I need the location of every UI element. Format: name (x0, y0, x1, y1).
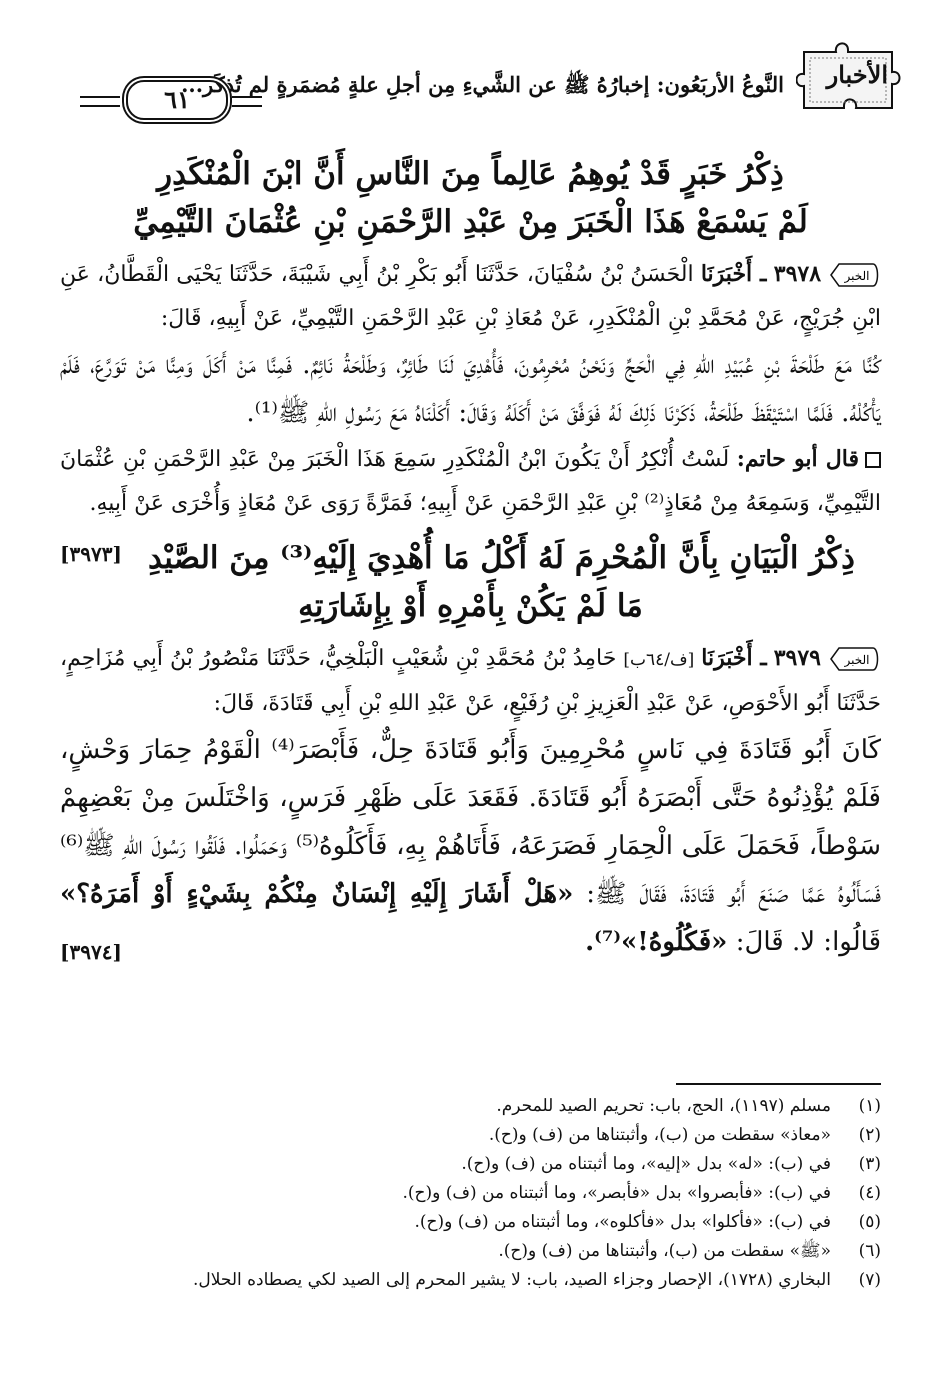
footnote (60, 1208, 881, 1237)
section-heading-1 (60, 150, 881, 246)
footnotes (60, 1092, 881, 1295)
hadith-reference: [٣٩٧٤] (60, 940, 122, 964)
footnote-text: في (ب): «فأكلوا» بدل «فأكلوه»، وما أثبتناه من (ف) و(ح). (414, 1212, 831, 1232)
footnote-number: (٢) (858, 1125, 881, 1145)
prophetic-question: «هَلْ أَشَارَ إِلَيْهِ إِنْسَانٌ مِنْكُمْ بِشَيْءٍ أَوْ أَمَرَهُ؟» (60, 879, 574, 909)
khabar-tag-icon (829, 261, 881, 289)
footnote-number: (٧) (858, 1270, 881, 1290)
footnote-number: (٣) (858, 1154, 881, 1174)
page-number-frame (80, 80, 270, 120)
footnote-separator (676, 1083, 881, 1085)
hadith-number: ٣٩٧٩ (773, 645, 821, 671)
hadith-3978-isnad (60, 252, 881, 341)
khabar-tag-label: الخبر (844, 653, 870, 667)
header-rule-right (232, 96, 262, 107)
footnote (60, 1150, 881, 1179)
header-rule-left (80, 96, 120, 107)
isnad-text: الْحَسَنُ بْنُ سُفْيَانَ، حَدَّثَنَا أَبُو بَكْرِ بْنُ أَبِي شَيْبَةَ، حَدَّثَنَا يَحْيَى الْقَطَّانُ، عَنِ ابْنِ جُرَيْجٍ، عَنْ مُحَمَّدِ بْنِ الْمُنْكَدِرِ، عَنْ مُعَاذِ بْنِ عَبْدِ الرَّحْمَنِ التَّيْمِيِّ، عَنْ أَبِيهِ، قَالَ: (60, 262, 881, 331)
running-title: النَّوعُ الأربَعُون: إخبارُهُ ﷺ عن الشَّيءِ مِن أجلِ علةٍ مُضمَرةٍ لم تُذكَر... (181, 72, 784, 97)
footnote-text: «معاذ» سقطت من (ب)، وأثبتناها من (ف) و(ح). (488, 1125, 831, 1145)
hadith-3979-isnad (60, 636, 881, 726)
footnote-number: (١) (858, 1096, 881, 1116)
akhbarana-label: ـ أَخْبَرَنَا (700, 261, 767, 287)
footnote (60, 1121, 881, 1150)
hadith-reference: [٣٩٧٣] (60, 542, 122, 566)
footnote-number: (٦) (858, 1241, 881, 1261)
footnote-number: (٤) (858, 1183, 881, 1203)
khabar-tag-icon (829, 645, 881, 673)
khabar-tag-label: الخبر (844, 269, 870, 283)
footnote-text: في (ب): «له» بدل «إليه»، وما أثبتناه من (ف) و(ح). (461, 1154, 831, 1174)
heading-line: ذِكْرُ خَبَرٍ قَدْ يُوهِمُ عَالِماً مِنَ النَّاسِ أَنَّ ابْنَ الْمُنْكَدِرِ (157, 156, 784, 192)
footnote-number: (٥) (858, 1212, 881, 1232)
khabar-tag-shape (829, 261, 881, 289)
prophetic-answer: «فَكُلُوهُ!»⁽⁷⁾. (585, 927, 728, 957)
folio-marker: [ف/٦٤ب] (623, 650, 695, 670)
isnad-text: حَامِدُ بْنُ مُحَمَّدِ بْنِ شُعَيْبٍ الْبَلْخِيُّ، حَدَّثَنَا مَنْصُورُ بْنُ أَبِي مُزَاحِمٍ، حَدَّثَنَا أَبُو الأَحْوَصِ، عَنْ عَبْدِ الْعَزِيزِ بْنِ رُفَيْعٍ، عَنْ عَبْدِ اللهِ بْنِ أَبِي قَتَادَةَ، قَالَ: (60, 646, 881, 716)
answer-intro: قَالُوا: لا. قَالَ: (735, 927, 881, 957)
hadith-3978-matn: كُنَّا مَعَ طَلْحَةَ بْنِ عُبَيْدِ اللهِ فِي الْحَجِّ وَنَحْنُ مُحْرِمُونَ، فَأُهْدِيَ لَنَا طَائِرٌ، وَطَلْحَةُ نَائِمٌ. فَمِنَّا مَنْ أَكَلَ وَمِنَّا مَنْ تَوَرَّعَ، فَلَمْ يَأْكُلْهُ. فَلَمَّا اسْتَيْقَظَ طَلْحَةُ، ذَكَرْنَا ذَلِكَ لَهُ فَوَفَّقَ مَنْ أَكَلَهُ وَقَالَ: أَكَلْنَاهُ مَعَ رَسُولِ اللهِ ﷺ⁽¹⁾. (60, 350, 881, 428)
footnote-text: مسلم (١١٩٧)، الحج، باب: تحريم الصيد للمحرم. (496, 1096, 831, 1116)
footnote-text: «ﷺ» سقطت من (ب)، وأثبتناها من (ف) و(ح). (498, 1241, 831, 1261)
abu-hatim-label: قال أبو حاتم: (736, 446, 860, 472)
hadith-number: ٣٩٧٨ (773, 261, 822, 287)
footnote (60, 1237, 881, 1266)
square-bullet-icon (865, 452, 881, 468)
matn-text: كَانَ أَبُو قَتَادَةَ فِي نَاسٍ مُحْرِمِينَ وَأَبُو قَتَادَةَ حِلٌّ، فَأَبْصَرَ⁽⁴⁾ الْقَوْمُ حِمَارَ وَحْشٍ، فَلَمْ يُؤْذِنُوهُ حَتَّى أَبْصَرَهُ أَبُو قَتَادَةَ. فَقَعَدَ عَلَى ظَهْرِ فَرَسٍ، وَاخْتَلَسَ مِنْ بَعْضِهِمْ سَوْطاً، فَحَمَلَ عَلَى الْحِمَارِ فَصَرَعَهُ، فَأَتَاهُمْ بِهِ، فَأَكَلُوهُ⁽⁵⁾ وَحَمَلُوا. فَلَقُوا رَسُولَ اللهِ ﷺ⁽⁶⁾ فَسَأَلُوهُ عَمَّا صَنَعَ أَبُو قَتَادَةَ، فَقَالَ ﷺ: (60, 735, 882, 909)
heading-line: مَا لَمْ يَكُنْ بِأَمْرِهِ أَوْ بِإِشَارَتِهِ (298, 588, 643, 624)
heading-line: لَمْ يَسْمَعْ هَذَا الْخَبَرَ مِنْ عَبْدِ الرَّحْمَنِ بْنِ عُثْمَانَ التَّيْمِيِّ (133, 204, 808, 240)
hadith-3979-matn (60, 726, 881, 966)
footnote (60, 1179, 881, 1208)
section-heading-2 (60, 534, 881, 630)
footnote (60, 1092, 881, 1121)
footnote (60, 1266, 881, 1295)
page-header (60, 38, 906, 118)
corner-label: الأخبار (826, 60, 888, 89)
khabar-tag-shape (829, 645, 881, 673)
abu-hatim-text: لَسْتُ أُنْكِرُ أَنْ يَكُونَ ابْنُ الْمُنْكَدِرِ سَمِعَ هَذَا الْخَبَرَ مِنْ عَبْدِ الرَّحْمَنِ بْنِ عُثْمَانَ التَّيْمِيِّ، وَسَمِعَهُ مِنْ مُعَاذٍ⁽²⁾ بْنِ عَبْدِ الرَّحْمَنِ عَنْ أَبِيهِ؛ فَمَرَّةً رَوَى عَنْ مُعَاذٍ وَأُخْرَى عَنْ أَبِيهِ. (60, 447, 881, 516)
akhbarana-label: ـ أَخْبَرَنَا (701, 645, 767, 671)
footnote-text: البخاري (١٧٢٨)، الإحصار وجزاء الصيد، باب: لا يشير المحرم إلى الصيد لكي يصطاده الحلال. (192, 1270, 831, 1290)
main-content (60, 150, 881, 976)
page-number: ٦١ (126, 80, 228, 120)
footnote-text: في (ب): «فأبصروا» بدل «فأبصر»، وما أثبتناه من (ف) و(ح). (402, 1183, 831, 1203)
heading-line: ذِكْرُ الْبَيَانِ بِأَنَّ الْمُحْرِمَ لَهُ أَكْلُ مَا أُهْدِيَ إِلَيْهِ⁽³⁾ مِنَ الصَّيْدِ (147, 540, 855, 576)
puzzle-piece-icon (796, 38, 906, 116)
